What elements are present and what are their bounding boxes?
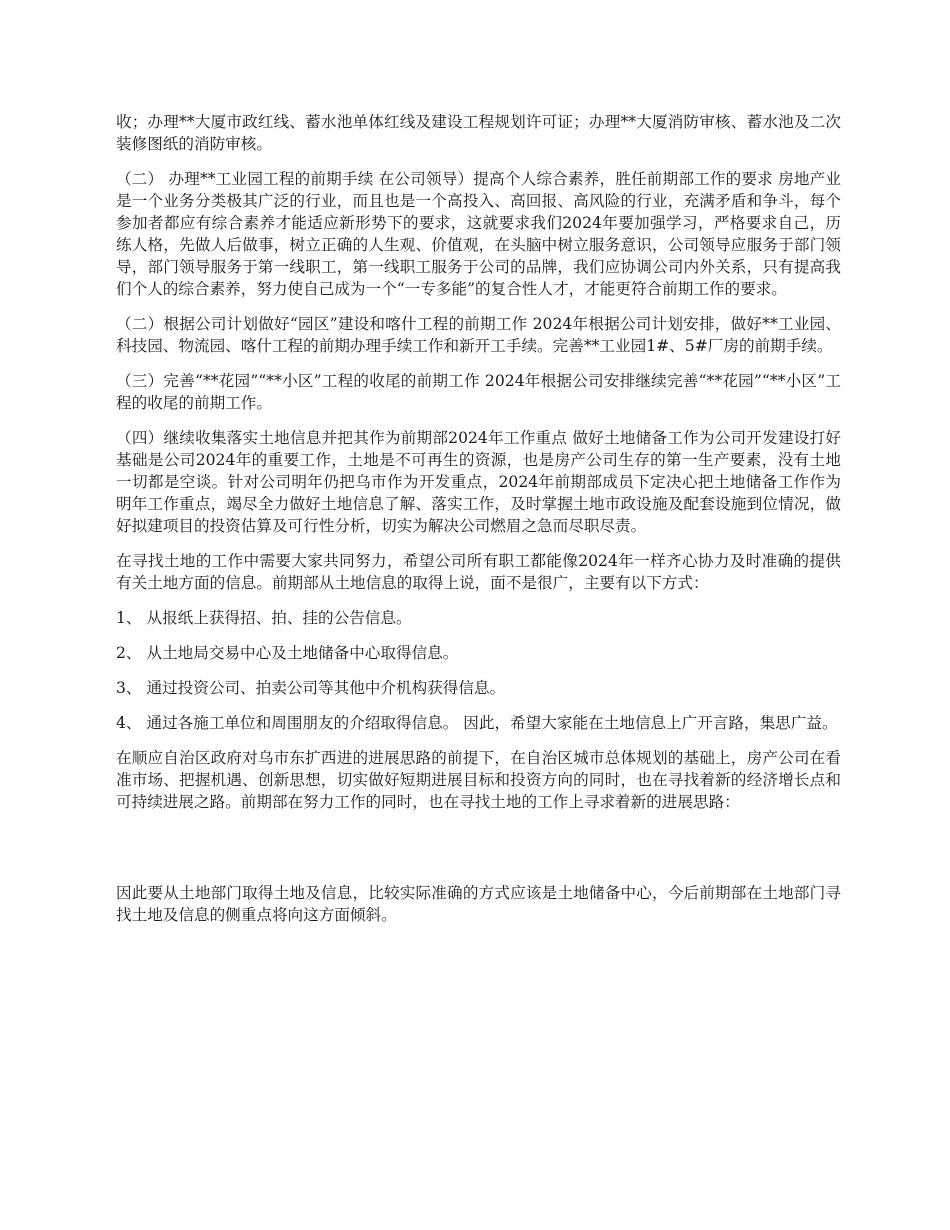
paragraph-industrial-park-procedures: （二） 办理**工业园工程的前期手续 在公司领导）提高个人综合素养，胜任前期部工作的要求 房地产业是一个业务分类极其广泛的行业，而且也是一个高投入、高回报、高风险的行业，充满矛盾和争斗，每个参加者都应有综合素养才能适应新形势下的要求，这就要求我们2024年要加强学习，严格要求自己，历练人格，先做人后做事，树立正确的人生观、价值观，在头脑中树立服务意识，公司领导应服务于部门领导，部门领导服务于第一线职工，第一线职工服务于公司的品牌，我们应协调公司内外关系，只有提高我们个人的综合素养，努力使自己成为一个“一专多能”的复合性人才，才能更符合前期工作的要求。 bbox=[116, 170, 841, 298]
paragraph-land-reserve-center: 因此要从土地部门取得土地及信息，比较实际准确的方式应该是土地储备中心，今后前期部在土地部门寻找土地及信息的侧重点将向这方面倾斜。 bbox=[116, 884, 841, 924]
list-item-intermediaries: 3、 通过投资公司、拍卖公司等其他中介机构获得信息。 bbox=[116, 679, 506, 697]
blank-spacer bbox=[116, 826, 841, 882]
paragraph-development-strategy: 在顺应自治区政府对乌市东扩西进的进展思路的前提下，在自治区城市总体规划的基础上，房产公司在看准市场、把握机遇、创新思想，切实做好短期进展目标和投资方向的同时，也在寻找着新的经济增长点和可持续进展之路。前期部在努力工作的同时，也在寻找土地的工作上寻求着新的进展思路： bbox=[116, 749, 841, 811]
list-item-newspaper: 1、 从报纸上获得招、拍、挂的公告信息。 bbox=[116, 609, 412, 627]
document-body bbox=[116, 111, 841, 939]
paragraph-approval-tasks: 收；办理**大厦市政红线、蓄水池单体红线及建设工程规划许可证；办理**大厦消防审核、蓄水池及二次装修图纸的消防审核。 bbox=[116, 113, 841, 153]
paragraph-park-and-kashgar: （二）根据公司计划做好“园区”建设和喀什工程的前期工作 2024年根据公司计划安排，做好**工业园、科技园、物流园、喀什工程的前期办理手续工作和新开工手续。完善**工业园1#、5#厂房的前期手续。 bbox=[116, 315, 841, 355]
list-item-contractors: 4、 通过各施工单位和周围朋友的介绍取得信息。 因此，希望大家能在土地信息上广开言路，集思广益。 bbox=[116, 714, 838, 732]
paragraph-land-information-focus: （四）继续收集落实土地信息并把其作为前期部2024年工作重点 做好土地储备工作为公司开发建设打好基础是公司2024年的重要工作，土地是不可再生的资源，也是房产公司生存的第一生产要素，没有土地一切都是空谈。针对公司明年仍把乌市作为开发重点，2024年前期部成员下定决心把土地储备工作作为明年工作重点，竭尽全力做好土地信息了解、落实工作，及时掌握土地市政设施及配套设施到位情况，做好拟建项目的投资估算及可行性分析，切实为解决公司燃眉之急而尽职尽责。 bbox=[116, 429, 841, 535]
paragraph-land-search-cooperation: 在寻找土地的工作中需要大家共同努力，希望公司所有职工都能像2024年一样齐心协力及时准确的提供有关土地方面的信息。前期部从土地信息的取得上说，面不是很广，主要有以下方式： bbox=[116, 552, 841, 592]
paragraph-project-closeout: （三）完善“**花园”“**小区”工程的收尾的前期工作 2024年根据公司安排继续完善“**花园”“**小区”工程的收尾的前期工作。 bbox=[116, 372, 841, 412]
list-item-land-bureau: 2、 从土地局交易中心及土地储备中心取得信息。 bbox=[116, 644, 459, 662]
